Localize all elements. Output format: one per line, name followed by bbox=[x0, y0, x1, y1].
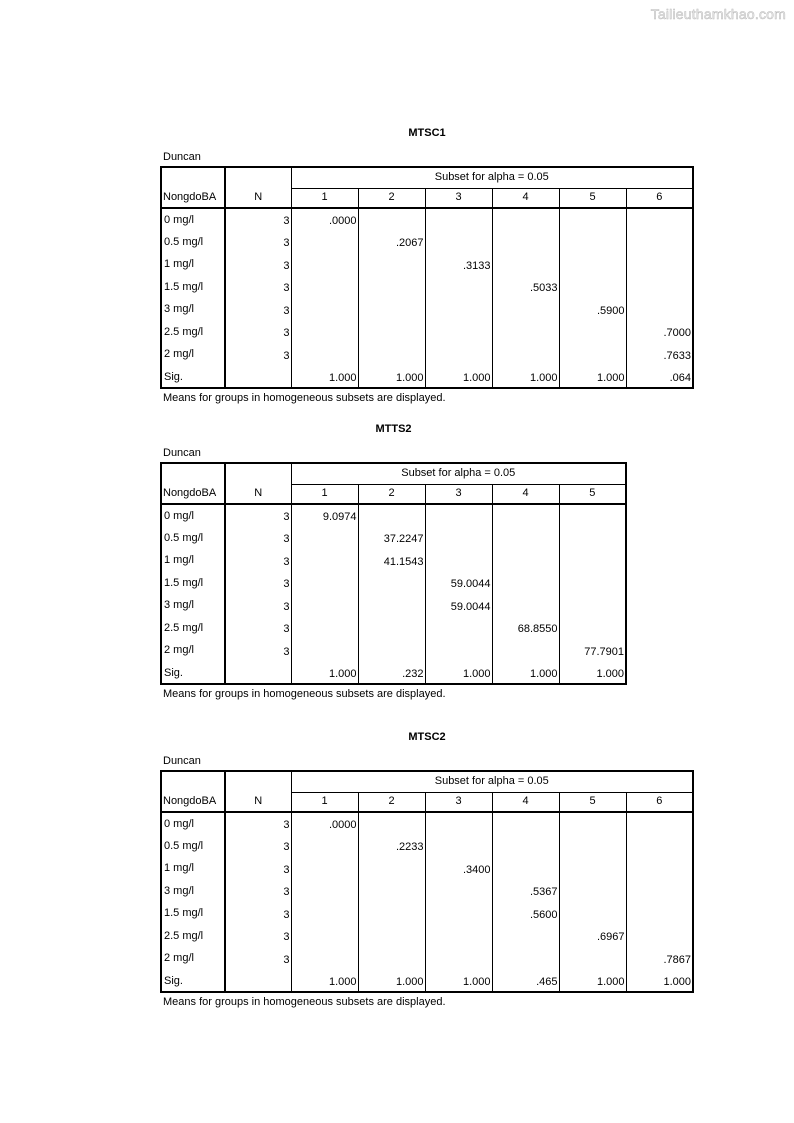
table-row bbox=[161, 343, 693, 366]
table-row bbox=[161, 208, 693, 231]
row-n: 3 bbox=[225, 504, 291, 527]
sig-value: 1.000 bbox=[358, 970, 425, 993]
row-n: 3 bbox=[225, 276, 291, 299]
mean-cell: .5900 bbox=[559, 298, 626, 321]
table-row bbox=[161, 253, 693, 276]
empty-cell bbox=[559, 253, 626, 276]
table-row bbox=[161, 880, 693, 903]
row-label: 3 mg/l bbox=[161, 594, 225, 617]
empty-cell bbox=[626, 298, 693, 321]
row-label: 2 mg/l bbox=[161, 639, 225, 662]
empty-cell bbox=[559, 321, 626, 344]
empty-cell bbox=[492, 253, 559, 276]
empty-cell bbox=[559, 343, 626, 366]
sig-value: 1.000 bbox=[291, 366, 358, 389]
empty-cell bbox=[492, 231, 559, 254]
empty-cell bbox=[626, 208, 693, 231]
sig-row bbox=[161, 662, 626, 685]
empty-cell bbox=[626, 857, 693, 880]
empty-cell bbox=[291, 617, 358, 640]
row-label: 0.5 mg/l bbox=[161, 231, 225, 254]
table-title: MTSC2 bbox=[408, 731, 446, 743]
sig-value: 1.000 bbox=[626, 970, 693, 993]
empty-cell bbox=[291, 276, 358, 299]
table-header bbox=[161, 167, 693, 208]
row-label: 2 mg/l bbox=[161, 343, 225, 366]
empty-cell bbox=[358, 343, 425, 366]
empty-cell bbox=[492, 343, 559, 366]
empty-cell bbox=[358, 504, 425, 527]
empty-cell bbox=[626, 276, 693, 299]
empty-cell bbox=[291, 639, 358, 662]
table-body bbox=[161, 504, 626, 684]
row-label: 2.5 mg/l bbox=[161, 925, 225, 948]
header-subset-4: 4 bbox=[492, 484, 559, 504]
sig-label: Sig. bbox=[161, 970, 225, 993]
row-label: 3 mg/l bbox=[161, 880, 225, 903]
header-n: N bbox=[225, 167, 291, 208]
empty-cell bbox=[225, 662, 291, 685]
sig-row bbox=[161, 970, 693, 993]
empty-cell bbox=[626, 925, 693, 948]
empty-cell bbox=[291, 594, 358, 617]
method-label: Duncan bbox=[163, 755, 201, 767]
empty-cell bbox=[358, 617, 425, 640]
empty-cell bbox=[425, 812, 492, 835]
empty-cell bbox=[425, 880, 492, 903]
header-n: N bbox=[225, 771, 291, 812]
empty-cell bbox=[358, 253, 425, 276]
mean-cell: 68.8550 bbox=[492, 617, 559, 640]
mean-cell: 59.0044 bbox=[425, 572, 492, 595]
table-row bbox=[161, 835, 693, 858]
empty-cell bbox=[492, 835, 559, 858]
output-block bbox=[160, 422, 627, 701]
empty-cell bbox=[291, 321, 358, 344]
table-row bbox=[161, 276, 693, 299]
header-subset-3: 3 bbox=[425, 188, 492, 208]
row-n: 3 bbox=[225, 321, 291, 344]
empty-cell bbox=[492, 639, 559, 662]
mean-cell: .5600 bbox=[492, 902, 559, 925]
mean-cell: 41.1543 bbox=[358, 549, 425, 572]
empty-cell bbox=[492, 527, 559, 550]
header-subset-2: 2 bbox=[358, 792, 425, 812]
sig-value: 1.000 bbox=[559, 662, 626, 685]
sig-value: 1.000 bbox=[291, 970, 358, 993]
empty-cell bbox=[626, 902, 693, 925]
empty-cell bbox=[291, 902, 358, 925]
empty-cell bbox=[425, 231, 492, 254]
table-row bbox=[161, 594, 626, 617]
row-n: 3 bbox=[225, 527, 291, 550]
header-row bbox=[161, 771, 693, 792]
empty-cell bbox=[559, 231, 626, 254]
table-row bbox=[161, 321, 693, 344]
table-note: Means for groups in homogeneous subsets are displayed. bbox=[163, 392, 446, 404]
empty-cell bbox=[425, 343, 492, 366]
sig-value: 1.000 bbox=[492, 662, 559, 685]
empty-cell bbox=[559, 812, 626, 835]
empty-cell bbox=[559, 617, 626, 640]
empty-cell bbox=[425, 276, 492, 299]
sig-value: .465 bbox=[492, 970, 559, 993]
empty-cell bbox=[358, 321, 425, 344]
empty-cell bbox=[291, 880, 358, 903]
mean-cell: 59.0044 bbox=[425, 594, 492, 617]
mean-cell: .7867 bbox=[626, 947, 693, 970]
row-n: 3 bbox=[225, 594, 291, 617]
row-n: 3 bbox=[225, 835, 291, 858]
empty-cell bbox=[425, 617, 492, 640]
empty-cell bbox=[291, 549, 358, 572]
empty-cell bbox=[291, 857, 358, 880]
empty-cell bbox=[358, 572, 425, 595]
empty-cell bbox=[492, 572, 559, 595]
row-label: 0 mg/l bbox=[161, 504, 225, 527]
empty-cell bbox=[492, 549, 559, 572]
header-subset-2: 2 bbox=[358, 484, 425, 504]
empty-cell bbox=[291, 253, 358, 276]
table-row bbox=[161, 504, 626, 527]
table-row bbox=[161, 298, 693, 321]
row-label: 2.5 mg/l bbox=[161, 617, 225, 640]
header-subset-caption: Subset for alpha = 0.05 bbox=[291, 167, 693, 188]
empty-cell bbox=[425, 527, 492, 550]
empty-cell bbox=[358, 857, 425, 880]
empty-cell bbox=[492, 947, 559, 970]
empty-cell bbox=[225, 366, 291, 389]
row-label: 3 mg/l bbox=[161, 298, 225, 321]
empty-cell bbox=[425, 504, 492, 527]
row-n: 3 bbox=[225, 208, 291, 231]
watermark-text: Tailieuthamkhao.com bbox=[650, 6, 786, 22]
table-row bbox=[161, 549, 626, 572]
empty-cell bbox=[291, 298, 358, 321]
header-subset-6: 6 bbox=[626, 792, 693, 812]
table-title: MTTS2 bbox=[375, 423, 412, 435]
table-row bbox=[161, 947, 693, 970]
sig-label: Sig. bbox=[161, 366, 225, 389]
header-subset-6: 6 bbox=[626, 188, 693, 208]
empty-cell bbox=[425, 925, 492, 948]
method-label: Duncan bbox=[163, 447, 201, 459]
sig-value: 1.000 bbox=[425, 366, 492, 389]
row-n: 3 bbox=[225, 617, 291, 640]
header-group: NongdoBA bbox=[161, 771, 225, 812]
mean-cell: .0000 bbox=[291, 812, 358, 835]
empty-cell bbox=[492, 208, 559, 231]
empty-cell bbox=[492, 504, 559, 527]
empty-cell bbox=[559, 572, 626, 595]
mean-cell: .7633 bbox=[626, 343, 693, 366]
empty-cell bbox=[559, 835, 626, 858]
mean-cell: .6967 bbox=[559, 925, 626, 948]
mean-cell: .5367 bbox=[492, 880, 559, 903]
empty-cell bbox=[626, 880, 693, 903]
empty-cell bbox=[559, 276, 626, 299]
row-label: 0 mg/l bbox=[161, 208, 225, 231]
empty-cell bbox=[492, 857, 559, 880]
row-n: 3 bbox=[225, 549, 291, 572]
empty-cell bbox=[291, 231, 358, 254]
row-n: 3 bbox=[225, 572, 291, 595]
row-n: 3 bbox=[225, 880, 291, 903]
row-label: 2 mg/l bbox=[161, 947, 225, 970]
header-subset-5: 5 bbox=[559, 792, 626, 812]
empty-cell bbox=[425, 298, 492, 321]
empty-cell bbox=[358, 208, 425, 231]
header-row bbox=[161, 463, 626, 484]
row-n: 3 bbox=[225, 902, 291, 925]
table-row bbox=[161, 572, 626, 595]
empty-cell bbox=[559, 527, 626, 550]
header-n: N bbox=[225, 463, 291, 504]
row-label: 1 mg/l bbox=[161, 549, 225, 572]
sig-value: 1.000 bbox=[425, 970, 492, 993]
empty-cell bbox=[559, 208, 626, 231]
row-label: 1.5 mg/l bbox=[161, 902, 225, 925]
sig-value: 1.000 bbox=[425, 662, 492, 685]
mean-cell: .7000 bbox=[626, 321, 693, 344]
header-group: NongdoBA bbox=[161, 463, 225, 504]
table-row bbox=[161, 925, 693, 948]
table-body bbox=[161, 812, 693, 992]
empty-cell bbox=[358, 812, 425, 835]
header-subset-1: 1 bbox=[291, 188, 358, 208]
mean-cell: .2067 bbox=[358, 231, 425, 254]
homogeneous-subsets-table bbox=[160, 166, 694, 389]
empty-cell bbox=[559, 857, 626, 880]
empty-cell bbox=[358, 639, 425, 662]
sig-value: 1.000 bbox=[291, 662, 358, 685]
table-header bbox=[161, 463, 626, 504]
header-subset-caption: Subset for alpha = 0.05 bbox=[291, 463, 626, 484]
table-row bbox=[161, 617, 626, 640]
row-n: 3 bbox=[225, 298, 291, 321]
output-block bbox=[160, 730, 694, 1009]
mean-cell: .3400 bbox=[425, 857, 492, 880]
table-row bbox=[161, 639, 626, 662]
empty-cell bbox=[425, 321, 492, 344]
mean-cell: 37.2247 bbox=[358, 527, 425, 550]
row-label: 1 mg/l bbox=[161, 857, 225, 880]
empty-cell bbox=[358, 947, 425, 970]
empty-cell bbox=[626, 835, 693, 858]
table-row bbox=[161, 902, 693, 925]
mean-cell: 9.0974 bbox=[291, 504, 358, 527]
sig-value: 1.000 bbox=[559, 970, 626, 993]
sig-value: 1.000 bbox=[492, 366, 559, 389]
header-row bbox=[161, 167, 693, 188]
empty-cell bbox=[492, 594, 559, 617]
sig-value: .232 bbox=[358, 662, 425, 685]
empty-cell bbox=[559, 947, 626, 970]
empty-cell bbox=[358, 594, 425, 617]
empty-cell bbox=[425, 835, 492, 858]
sig-value: 1.000 bbox=[559, 366, 626, 389]
table-note: Means for groups in homogeneous subsets are displayed. bbox=[163, 996, 446, 1008]
header-subset-4: 4 bbox=[492, 792, 559, 812]
row-n: 3 bbox=[225, 947, 291, 970]
row-label: 0 mg/l bbox=[161, 812, 225, 835]
row-n: 3 bbox=[225, 639, 291, 662]
header-subset-3: 3 bbox=[425, 484, 492, 504]
empty-cell bbox=[492, 812, 559, 835]
row-label: 0.5 mg/l bbox=[161, 835, 225, 858]
empty-cell bbox=[626, 253, 693, 276]
row-label: 1.5 mg/l bbox=[161, 276, 225, 299]
table-row bbox=[161, 812, 693, 835]
empty-cell bbox=[291, 835, 358, 858]
empty-cell bbox=[492, 321, 559, 344]
table-row bbox=[161, 231, 693, 254]
table-header bbox=[161, 771, 693, 812]
empty-cell bbox=[291, 343, 358, 366]
method-label: Duncan bbox=[163, 151, 201, 163]
header-subset-5: 5 bbox=[559, 484, 626, 504]
row-label: 1.5 mg/l bbox=[161, 572, 225, 595]
empty-cell bbox=[559, 902, 626, 925]
row-label: 1 mg/l bbox=[161, 253, 225, 276]
header-group: NongdoBA bbox=[161, 167, 225, 208]
mean-cell: .5033 bbox=[492, 276, 559, 299]
mean-cell: .3133 bbox=[425, 253, 492, 276]
row-n: 3 bbox=[225, 343, 291, 366]
homogeneous-subsets-table bbox=[160, 770, 694, 993]
sig-row bbox=[161, 366, 693, 389]
empty-cell bbox=[425, 902, 492, 925]
header-subset-4: 4 bbox=[492, 188, 559, 208]
homogeneous-subsets-table bbox=[160, 462, 627, 685]
output-block bbox=[160, 126, 694, 405]
mean-cell: .0000 bbox=[291, 208, 358, 231]
sig-value: .064 bbox=[626, 366, 693, 389]
empty-cell bbox=[626, 812, 693, 835]
empty-cell bbox=[492, 925, 559, 948]
empty-cell bbox=[492, 298, 559, 321]
header-subset-2: 2 bbox=[358, 188, 425, 208]
header-subset-3: 3 bbox=[425, 792, 492, 812]
empty-cell bbox=[358, 925, 425, 948]
table-body bbox=[161, 208, 693, 388]
row-n: 3 bbox=[225, 925, 291, 948]
table-row bbox=[161, 527, 626, 550]
sig-label: Sig. bbox=[161, 662, 225, 685]
header-subset-5: 5 bbox=[559, 188, 626, 208]
empty-cell bbox=[559, 504, 626, 527]
empty-cell bbox=[291, 527, 358, 550]
empty-cell bbox=[358, 902, 425, 925]
empty-cell bbox=[291, 925, 358, 948]
empty-cell bbox=[559, 880, 626, 903]
header-subset-caption: Subset for alpha = 0.05 bbox=[291, 771, 693, 792]
row-label: 0.5 mg/l bbox=[161, 527, 225, 550]
header-subset-1: 1 bbox=[291, 792, 358, 812]
table-note: Means for groups in homogeneous subsets are displayed. bbox=[163, 688, 446, 700]
empty-cell bbox=[425, 208, 492, 231]
row-n: 3 bbox=[225, 812, 291, 835]
table-row bbox=[161, 857, 693, 880]
mean-cell: .2233 bbox=[358, 835, 425, 858]
empty-cell bbox=[358, 276, 425, 299]
empty-cell bbox=[626, 231, 693, 254]
empty-cell bbox=[425, 639, 492, 662]
empty-cell bbox=[225, 970, 291, 993]
sig-value: 1.000 bbox=[358, 366, 425, 389]
header-subset-1: 1 bbox=[291, 484, 358, 504]
table-title: MTSC1 bbox=[408, 127, 446, 139]
empty-cell bbox=[358, 880, 425, 903]
empty-cell bbox=[291, 947, 358, 970]
row-n: 3 bbox=[225, 857, 291, 880]
empty-cell bbox=[425, 549, 492, 572]
mean-cell: 77.7901 bbox=[559, 639, 626, 662]
empty-cell bbox=[425, 947, 492, 970]
empty-cell bbox=[358, 298, 425, 321]
row-n: 3 bbox=[225, 231, 291, 254]
row-n: 3 bbox=[225, 253, 291, 276]
empty-cell bbox=[559, 549, 626, 572]
row-label: 2.5 mg/l bbox=[161, 321, 225, 344]
empty-cell bbox=[291, 572, 358, 595]
empty-cell bbox=[559, 594, 626, 617]
